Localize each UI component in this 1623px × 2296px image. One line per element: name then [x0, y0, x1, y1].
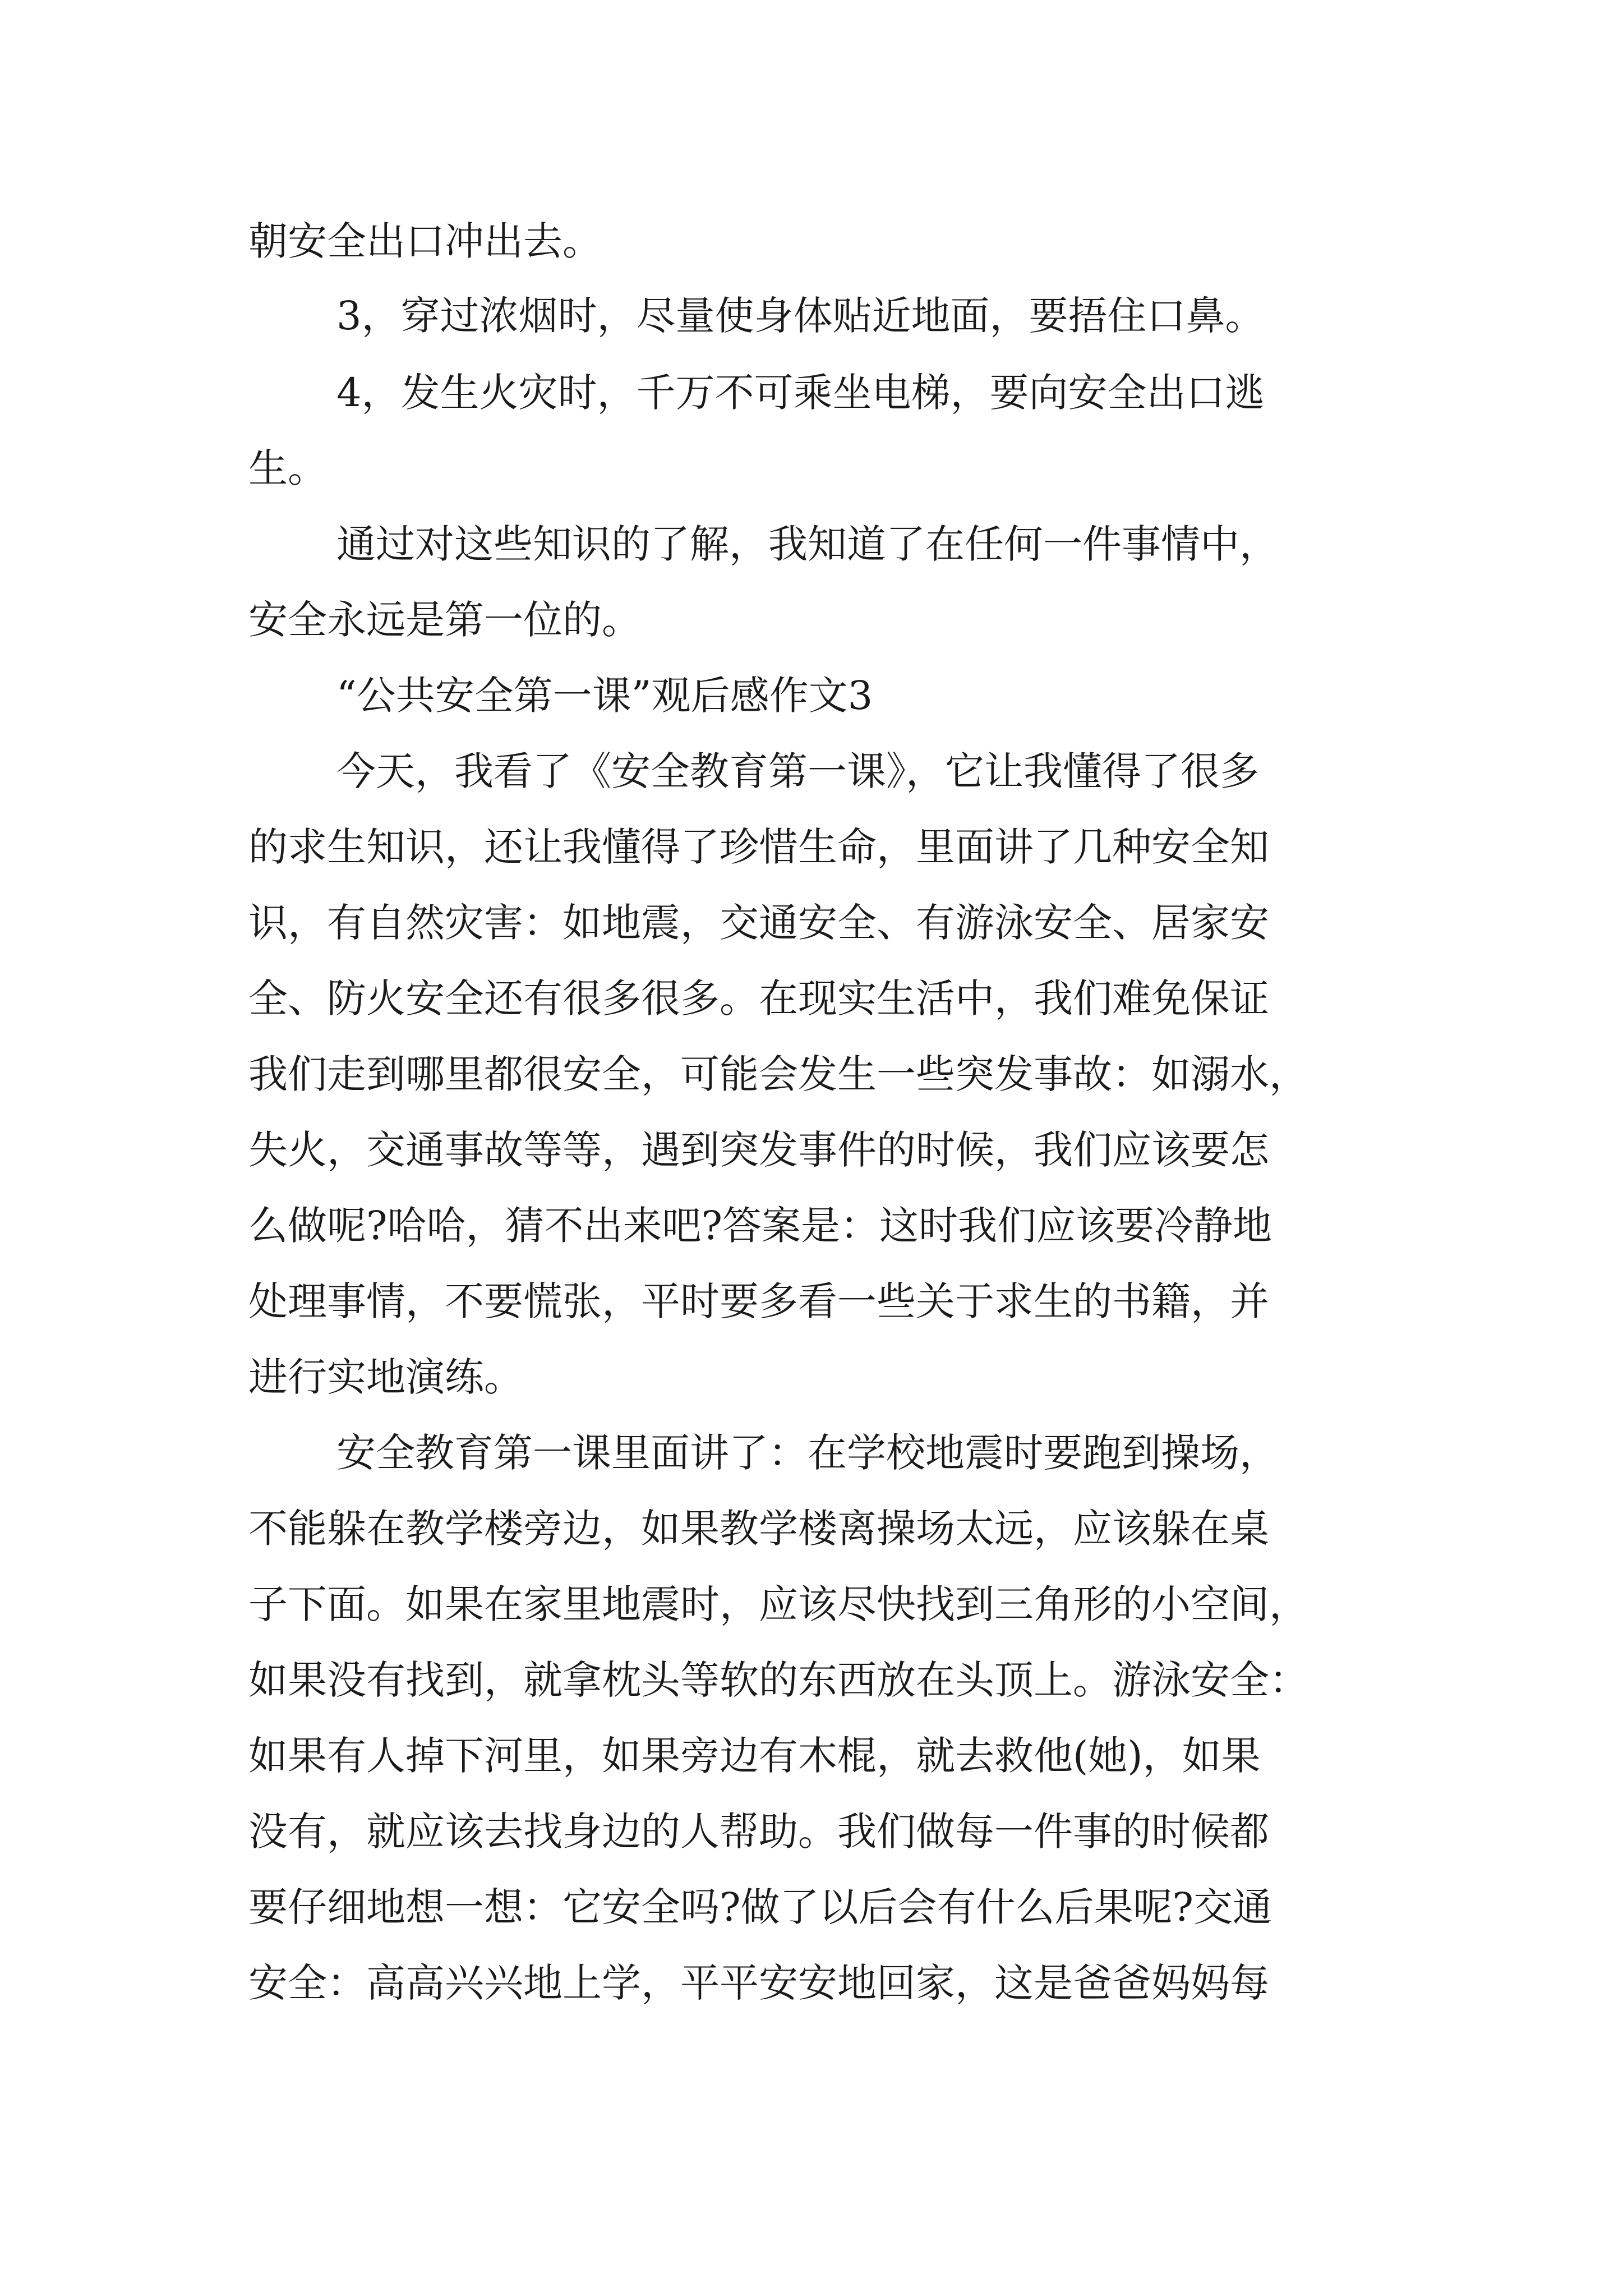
text-line: 3，穿过浓烟时，尽量使身体贴近地面，要捂住口鼻。	[336, 293, 1265, 339]
text-line: 安全教育第一课里面讲了：在学校地震时要跑到操场，	[336, 1430, 1279, 1476]
text-line: 如果没有找到，就拿枕头等软的东西放在头顶上。游泳安全：	[248, 1657, 1308, 1703]
text-line: 识，有自然灾害：如地震，交通安全、有游泳安全、居家安	[248, 900, 1269, 946]
text-line: 如果有人掉下河里，如果旁边有木棍，就去救他(她)，如果	[248, 1733, 1261, 1779]
text-line: 不能躲在教学楼旁边，如果教学楼离操场太远，应该躲在桌	[248, 1506, 1269, 1552]
text-line: 的求生知识，还让我懂得了珍惜生命，里面讲了几种安全知	[248, 824, 1269, 870]
text-line: 通过对这些知识的了解，我知道了在任何一件事情中，	[336, 521, 1279, 567]
text-line: 安全：高高兴兴地上学，平平安安地回家，这是爸爸妈妈每	[248, 1960, 1269, 2006]
text-line: 生。	[248, 445, 327, 491]
text-line: 4，发生火灾时，千万不可乘坐电梯，要向安全出口逃	[336, 370, 1265, 416]
text-line: 么做呢?哈哈，猜不出来吧?答案是：这时我们应该要冷静地	[248, 1203, 1272, 1249]
text-line: 我们走到哪里都很安全，可能会发生一些突发事故：如溺水，	[248, 1051, 1308, 1097]
text-line: 全、防火安全还有很多很多。在现实生活中，我们难免保证	[248, 976, 1269, 1022]
text-line: 进行实地演练。	[248, 1354, 523, 1400]
text-line: 安全永远是第一位的。	[248, 597, 641, 643]
text-line: 处理事情，不要慌张，平时要多看一些关于求生的书籍，并	[248, 1278, 1269, 1324]
section-heading: “公共安全第一课”观后感作文3	[336, 673, 873, 719]
text-line: 今天，我看了《安全教育第一课》，它让我懂得了很多	[336, 748, 1259, 794]
text-line: 失火，交通事故等等，遇到突发事件的时候，我们应该要怎	[248, 1127, 1269, 1173]
text-line: 没有，就应该去找身边的人帮助。我们做每一件事的时候都	[248, 1809, 1269, 1855]
text-line: 朝安全出口冲出去。	[248, 218, 602, 264]
text-line: 要仔细地想一想：它安全吗?做了以后会有什么后果呢?交通	[248, 1884, 1272, 1930]
text-line: 子下面。如果在家里地震时，应该尽快找到三角形的小空间，	[248, 1581, 1308, 1627]
